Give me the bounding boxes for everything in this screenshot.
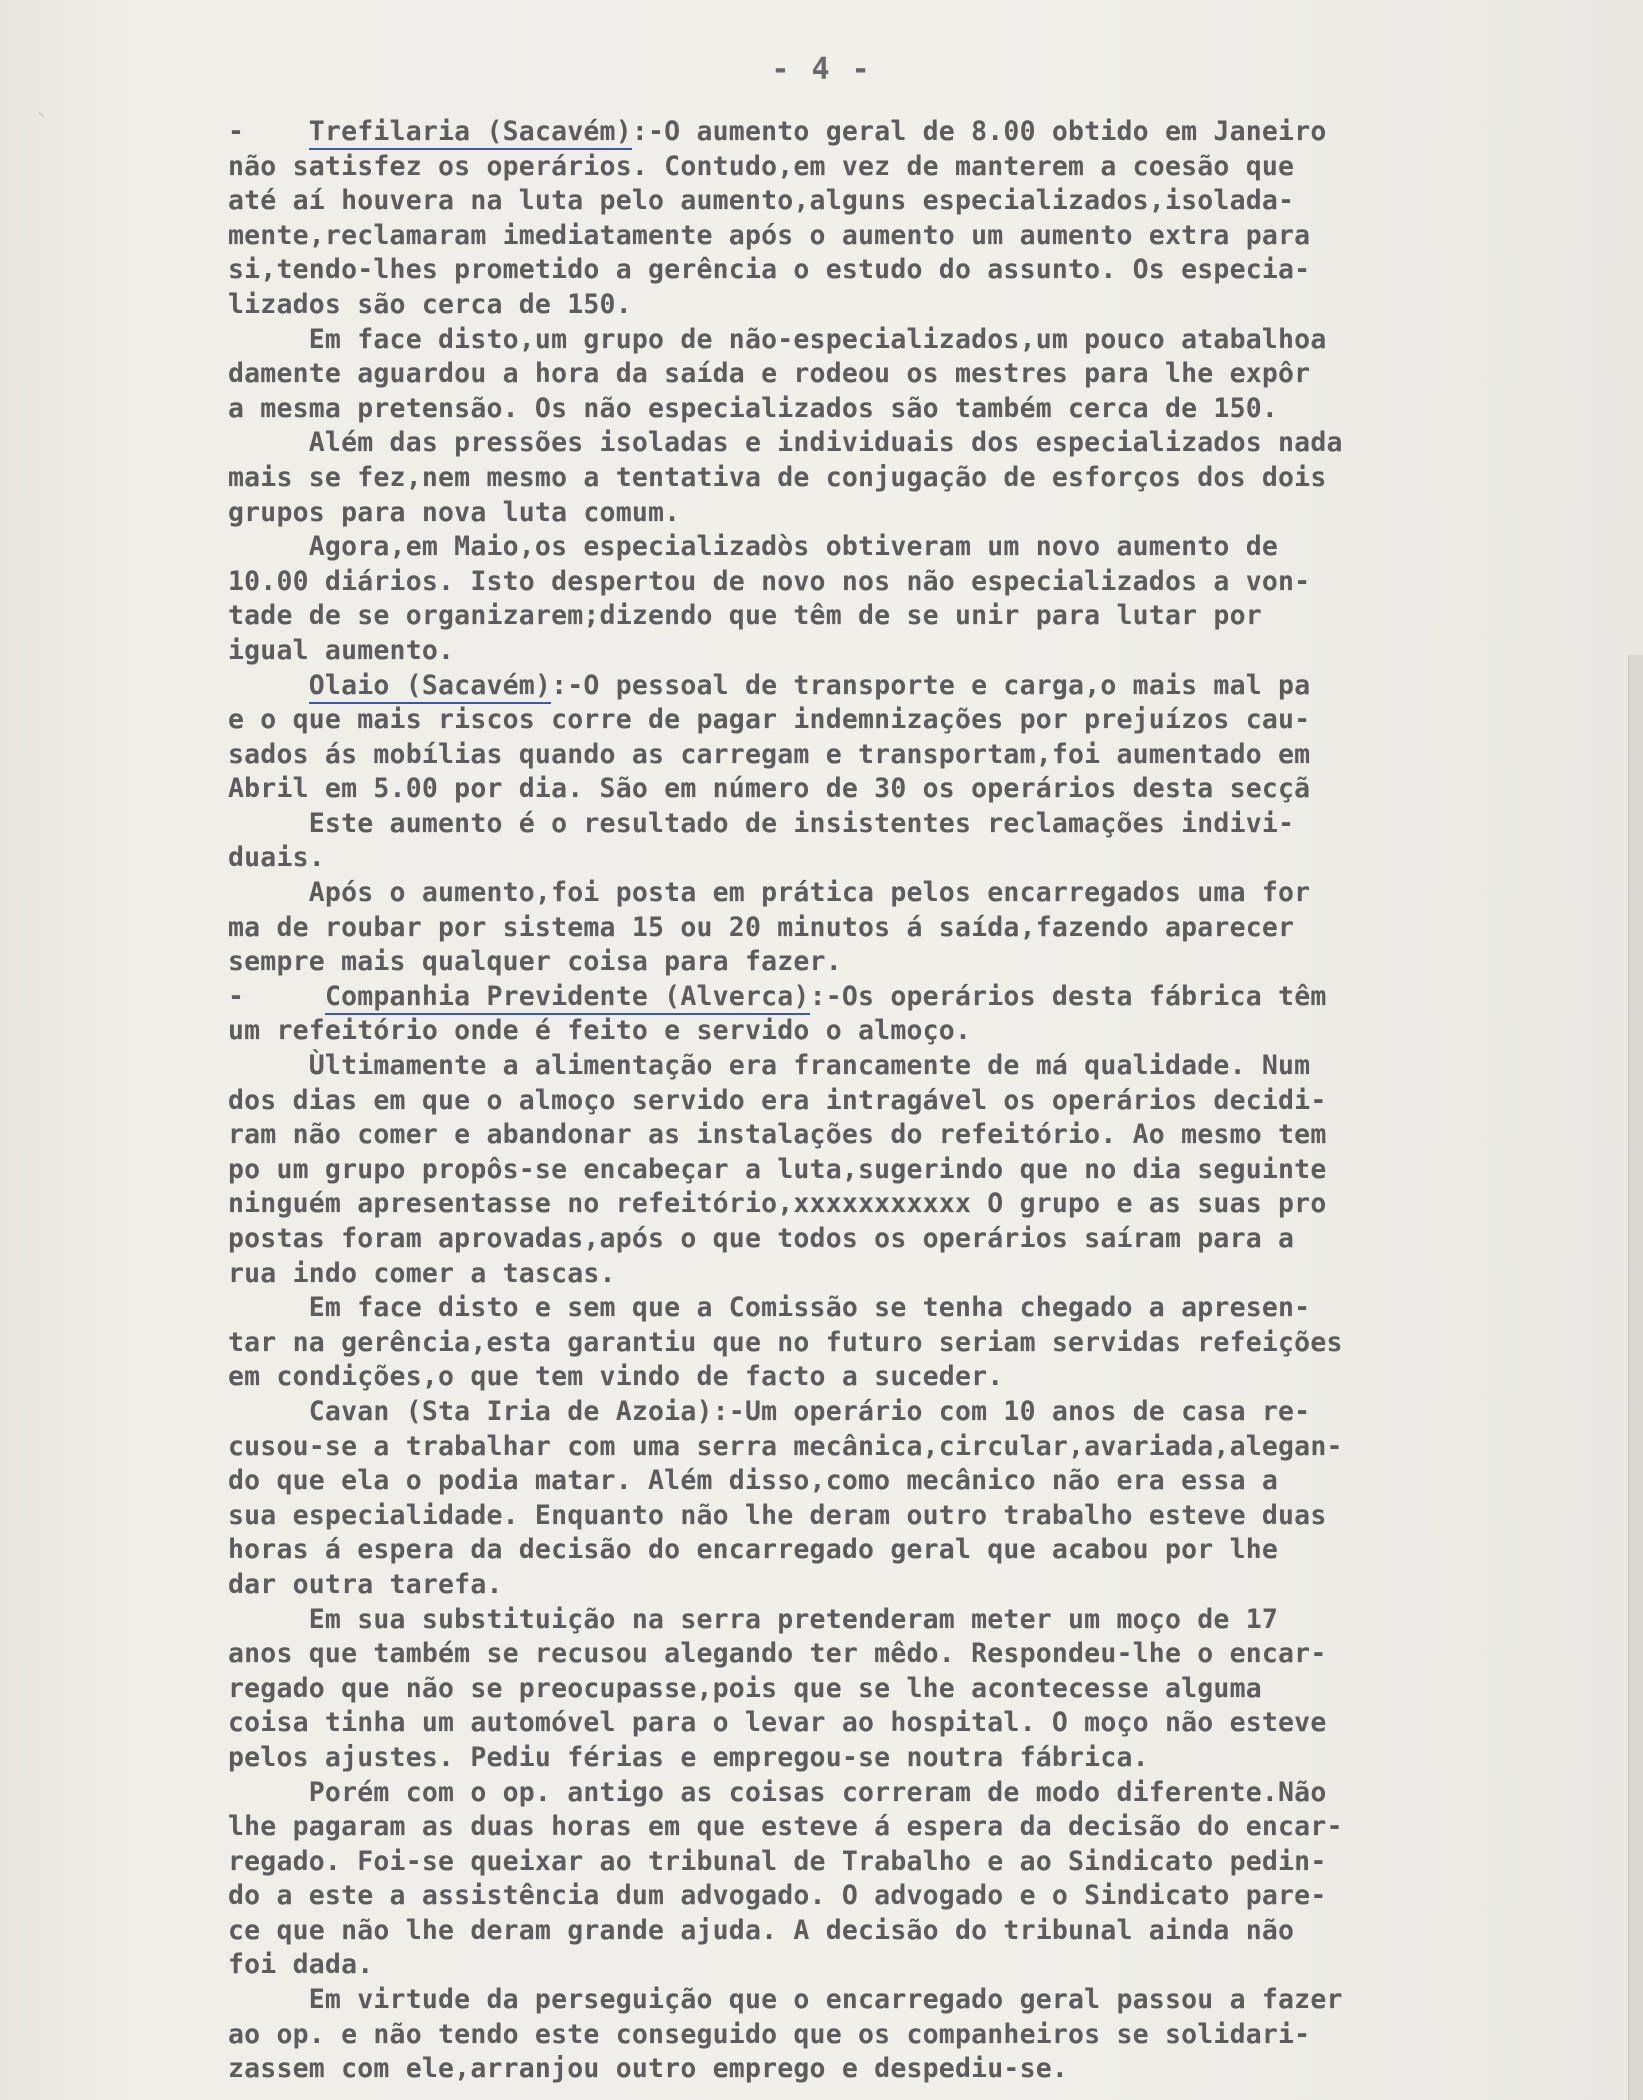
text-segment: Em virtude da perseguição que o encarregado geral passou a fazer [228,1984,1343,2016]
text-segment: mais se fez,nem mesmo a tentativa de conjugação de esforços dos dois [228,461,1327,493]
text-segment: Em face disto,um grupo de não-especializados,um pouco atabalhoa [228,323,1327,355]
page-edge-shadow [1628,655,1643,2100]
text-line [228,219,1623,254]
text-segment: Abril em 5.00 por dia. São em número de 30 os operários desta secçã [228,773,1311,805]
text-segment: sempre mais qualquer coisa para fazer. [228,946,842,978]
underlined-heading: Trefilaria (Sacavém) [309,116,632,150]
text-segment: até aí houvera na luta pelo aumento,alguns especializados,isolada- [228,185,1295,217]
text-line [228,1430,1623,1465]
text-segment: :-O pessoal de transporte e carga,o mais mal pa [551,669,1311,701]
text-line [228,1637,1623,1672]
text-segment: ma de roubar por sistema 15 ou 20 minutos á saída,fazendo aparecer [228,911,1295,943]
text-segment: não satisfez os operários. Contudo,em vez de manterem a coesão que [228,150,1295,182]
text-line [228,392,1623,427]
text-line [228,1360,1623,1395]
text-segment: - [228,116,309,147]
text-segment: foi dada. [228,1949,374,1981]
text-line [228,530,1623,565]
text-line [228,738,1623,773]
text-line [228,599,1623,634]
text-line [228,841,1623,876]
text-line [228,1845,1623,1880]
text-line [228,1776,1623,1811]
text-line [228,1603,1623,1638]
text-line [228,807,1623,842]
text-segment: Além das pressões isoladas e individuais dos especializados nada [228,427,1343,459]
text-line [228,1533,1623,1568]
underlined-heading: Olaio (Sacavém) [309,670,551,704]
text-line [228,1948,1623,1983]
page-number: - 4 - [771,52,872,87]
text-line [228,1291,1623,1326]
text-line [228,1049,1623,1084]
text-line [228,115,1623,150]
text-segment: e o que mais riscos corre de pagar indemnizações por prejuízos cau- [228,704,1311,736]
text-segment: tade de se organizarem;dizendo que têm de se unir para lutar por [228,600,1262,632]
text-line [228,945,1623,980]
text-line [228,2052,1623,2087]
text-segment: zassem com ele,arranjou outro emprego e despediu-se. [228,2053,1069,2085]
text-segment: Em sua substituição na serra pretenderam meter um moço de 17 [228,1603,1279,1635]
text-segment: ram não comer e abandonar as instalações do refeitório. Ao mesmo tem [228,1119,1327,1151]
text-line [228,461,1623,496]
text-line [228,1914,1623,1949]
text-segment: igual aumento. [228,634,455,666]
text-line [228,1187,1623,1222]
text-line [228,669,1623,704]
text-line [228,1222,1623,1257]
text-segment: mente,reclamaram imediatamente após o aumento um aumento extra para [228,219,1311,251]
text-line [228,323,1623,358]
text-segment: postas foram aprovadas,após o que todos os operários saíram para a [228,1223,1295,1254]
text-segment: sados ás mobílias quando as carregam e transportam,foi aumentado em [228,738,1311,770]
text-line [228,1499,1623,1534]
text-line [228,150,1623,185]
text-line [228,1706,1623,1741]
underlined-heading: Companhia Previdente (Alverca) [325,981,810,1015]
text-segment [228,670,309,701]
text-line [228,1014,1623,1049]
text-segment: a mesma pretensão. Os não especializados são também cerca de 150. [228,392,1279,424]
text-segment: dos dias em que o almoço servido era intragável os operários decidi- [228,1084,1327,1116]
text-line [228,1084,1623,1119]
text-segment: regado que não se preocupasse,pois que se lhe acontecesse alguma [228,1672,1262,1704]
text-line [228,184,1623,219]
text-line [228,1879,1623,1914]
text-segment: :-Os operários desta fábrica têm [809,980,1327,1012]
text-line [228,634,1623,669]
text-segment: do que ela o podia matar. Além disso,como mecânico não era essa a [228,1465,1279,1497]
document-body [228,115,1623,2087]
text-line [228,1741,1623,1776]
text-segment: 10.00 diários. Isto despertou de novo nos não especializados a von- [228,565,1311,597]
text-segment: - [228,980,325,1012]
text-segment: anos que também se recusou alegando ter mêdo. Respondeu-lhe o encar- [228,1638,1327,1670]
pencil-mark: ⸌ [38,110,45,126]
text-segment: lizados são cerca de 150. [228,288,632,320]
text-segment: lhe pagaram as duas horas em que esteve á espera da decisão do encar- [228,1811,1343,1843]
text-line [228,980,1623,1015]
text-segment: grupos para nova luta comum. [228,496,681,528]
text-line [228,1395,1623,1430]
text-segment: Ùltimamente a alimentação era francamente de má qualidade. Num [228,1050,1311,1082]
text-segment: damente aguardou a hora da saída e rodeou os mestres para lhe expôr [228,358,1311,390]
text-line [228,1810,1623,1845]
text-line [228,288,1623,323]
text-line [228,1983,1623,2018]
text-line [228,1153,1623,1188]
text-line [228,2018,1623,2053]
text-segment: do a este a assistência dum advogado. O advogado e o Sindicato pare- [228,1880,1327,1912]
text-segment: pelos ajustes. Pediu férias e empregou-se noutra fábrica. [228,1741,1149,1773]
text-line [228,1326,1623,1361]
text-segment: duais. [228,842,325,874]
text-segment: Este aumento é o resultado de insistentes reclamações indivi- [228,807,1295,839]
text-segment: horas á espera da decisão do encarregado geral que acabou por lhe [228,1534,1279,1566]
text-segment: coisa tinha um automóvel para o levar ao hospital. O moço não esteve [228,1707,1327,1739]
text-segment: em condições,o que tem vindo de facto a suceder. [228,1361,1004,1393]
text-line [228,1257,1623,1292]
text-line [228,565,1623,600]
text-segment: po um grupo propôs-se encabeçar a luta,sugerindo que no dia seguinte [228,1153,1327,1185]
text-line [228,1672,1623,1707]
text-segment: Agora,em Maio,os especializadòs obtiveram um novo aumento de [228,531,1279,563]
text-line [228,253,1623,288]
text-segment: tar na gerência,esta garantiu que no futuro seriam servidas refeições [228,1326,1343,1358]
text-segment: si,tendo-lhes prometido a gerência o estudo do assunto. Os especia- [228,254,1311,286]
text-segment: sua especialidade. Enquanto não lhe deram outro trabalho esteve duas [228,1499,1327,1531]
text-segment: regado. Foi-se queixar ao tribunal de Trabalho e ao Sindicato pedin- [228,1845,1327,1877]
text-segment: cusou-se a trabalhar com uma serra mecânica,circular,avariada,alegan- [228,1430,1343,1462]
text-segment: Em face disto e sem que a Comissão se tenha chegado a apresen- [228,1292,1311,1324]
text-line [228,876,1623,911]
text-line [228,911,1623,946]
text-line [228,772,1623,807]
text-segment: ao op. e não tendo este conseguido que os companheiros se solidari- [228,2018,1311,2050]
text-line [228,357,1623,392]
text-segment: ninguém apresentasse no refeitório,xxxxxxxxxxx O grupo e as suas pro [228,1188,1327,1220]
text-segment: rua indo comer a tascas. [228,1257,616,1289]
text-segment: :-O aumento geral de 8.00 obtido em Janeiro [631,116,1327,147]
text-segment: Cavan (Sta Iria de Azoia):-Um operário com 10 anos de casa re- [228,1395,1311,1427]
text-segment: dar outra tarefa. [228,1568,503,1600]
text-segment: Após o aumento,foi posta em prática pelos encarregados uma for [228,877,1311,909]
text-segment: ce que não lhe deram grande ajuda. A decisão do tribunal ainda não [228,1914,1295,1946]
text-line [228,1118,1623,1153]
text-line [228,426,1623,461]
text-line [228,1464,1623,1499]
text-segment: Porém com o op. antigo as coisas correram de modo diferente.Não [228,1776,1327,1808]
text-line [228,496,1623,531]
text-line [228,703,1623,738]
text-line [228,1568,1623,1603]
text-segment: um refeitório onde é feito e servido o almoço. [228,1015,972,1047]
